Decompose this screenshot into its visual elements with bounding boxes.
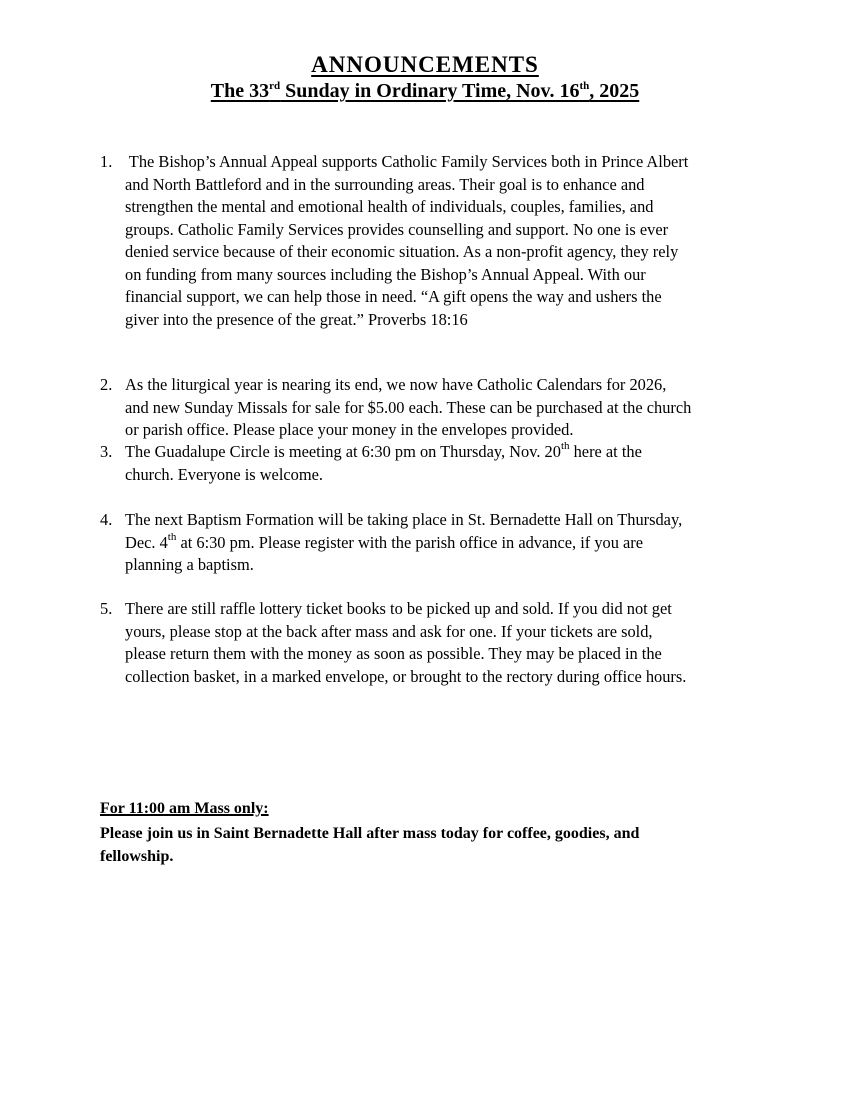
item-number: 5. bbox=[100, 599, 113, 618]
page-subtitle bbox=[0, 80, 850, 103]
item-line: strengthen the mental and emotional health of individuals, couples, families, and bbox=[125, 197, 654, 216]
item-line: and new Sunday Missals for sale for $5.00 each. These can be purchased at the church bbox=[125, 397, 692, 417]
item-line: The next Baptism Formation will be taking place in St. Bernadette Hall on Thursday, bbox=[125, 510, 683, 529]
subtitle-suffix: , 2025 bbox=[589, 80, 640, 102]
item-line: or parish office. Please place your money in the envelopes provided. bbox=[125, 420, 574, 439]
subtitle-text bbox=[211, 80, 639, 102]
title-text: ANNOUNCEMENTS bbox=[311, 52, 539, 77]
item-line bbox=[100, 532, 810, 555]
announcement-item-1 bbox=[100, 151, 810, 331]
announcement-item-3 bbox=[100, 441, 810, 486]
item-line: groups. Catholic Family Services provides counselling and support. No one is ever bbox=[125, 219, 669, 239]
item-line: As the liturgical year is nearing its end, we now have Catholic Calendars for 2026, bbox=[125, 375, 667, 394]
item-number: 4. bbox=[100, 510, 113, 529]
footer-body bbox=[100, 822, 800, 868]
item-number: 2. bbox=[100, 375, 113, 394]
subtitle-prefix: The 33 bbox=[210, 80, 270, 102]
item-line: The Bishop’s Annual Appeal supports Catholic Family Services both in Prince Albert bbox=[125, 152, 689, 171]
subtitle-sup-rd: rd bbox=[269, 80, 281, 92]
footer-heading: For 11:00 am Mass only: bbox=[100, 800, 269, 817]
item-text: Dec. 4 bbox=[125, 532, 168, 552]
item-line: collection basket, in a marked envelope, or brought to the rectory during office hours. bbox=[125, 666, 687, 686]
ordinal-sup: th bbox=[167, 530, 177, 543]
announcement-item-4 bbox=[100, 509, 810, 577]
item-text: here at the bbox=[569, 442, 642, 461]
item-line bbox=[100, 441, 810, 464]
item-text: The Guadalupe Circle is meeting at 6:30 pm on Thursday, Nov. 20 bbox=[125, 442, 561, 461]
item-line: financial support, we can help those in need. “A gift opens the way and ushers the bbox=[125, 287, 662, 306]
footer-line: Please join us in Saint Bernadette Hall after mass today for coffee, goodies, and bbox=[100, 825, 640, 842]
item-line: on funding from many sources including the Bishop’s Annual Appeal. With our bbox=[125, 264, 646, 284]
announcement-item-2 bbox=[100, 374, 810, 442]
item-line: and North Battleford and in the surrounding areas. Their goal is to enhance and bbox=[125, 174, 645, 194]
item-number: 3. bbox=[100, 442, 113, 461]
subtitle-sup-th: th bbox=[579, 80, 590, 92]
item-line: denied service because of their economic situation. As a non-profit agency, they rely bbox=[125, 242, 679, 261]
item-text: at 6:30 pm. Please register with the parish office in advance, if you are bbox=[176, 532, 644, 552]
item-line: please return them with the money as soon as possible. They may be placed in the bbox=[125, 644, 662, 663]
subtitle-mid: Sunday in Ordinary Time, Nov. 16 bbox=[280, 80, 580, 102]
page-title bbox=[0, 52, 850, 78]
footer-line: fellowship. bbox=[100, 848, 174, 865]
item-line: yours, please stop at the back after mass and ask for one. If your tickets are sold, bbox=[125, 621, 653, 641]
item-line: There are still raffle lottery ticket books to be picked up and sold. If you did not get bbox=[125, 599, 672, 618]
announcement-item-5 bbox=[100, 598, 810, 688]
item-number: 1. bbox=[100, 152, 113, 171]
ordinal-sup: th bbox=[560, 440, 570, 452]
item-line: giver into the presence of the great.” Proverbs 18:16 bbox=[125, 309, 468, 329]
item-line: planning a baptism. bbox=[125, 555, 254, 574]
item-line: church. Everyone is welcome. bbox=[125, 464, 323, 484]
